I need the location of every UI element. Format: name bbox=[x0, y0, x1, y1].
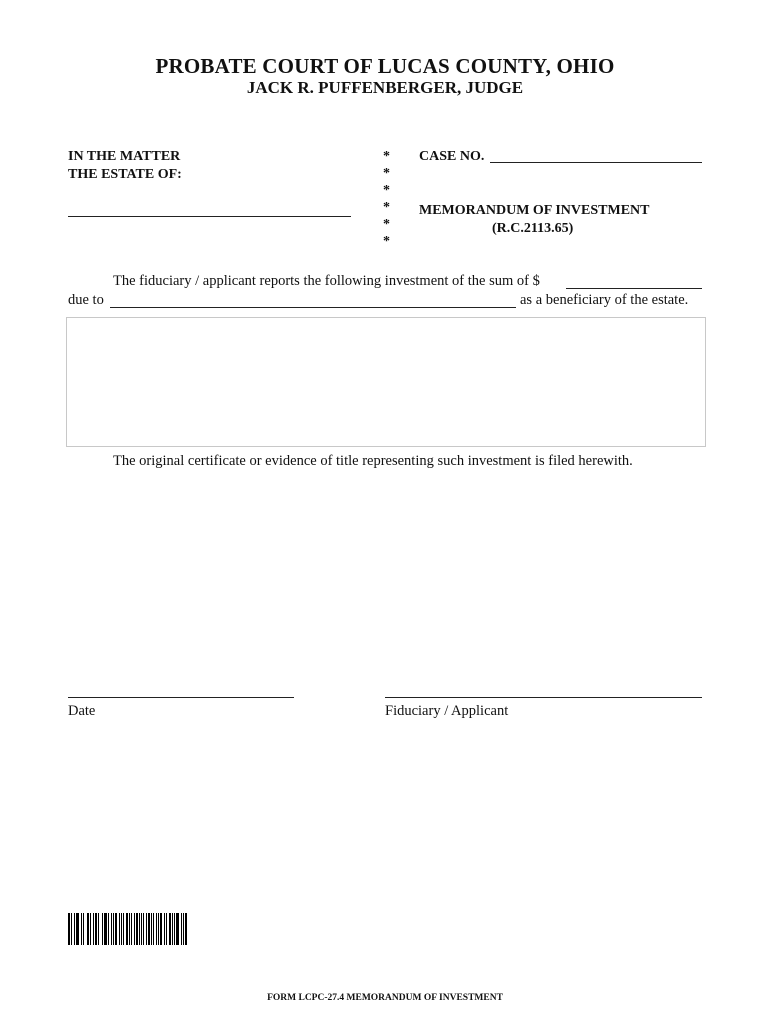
star: * bbox=[383, 217, 390, 232]
star-divider bbox=[383, 148, 390, 250]
star: * bbox=[383, 234, 390, 249]
case-no-label: CASE NO. bbox=[419, 149, 485, 164]
date-label: Date bbox=[68, 703, 96, 719]
matter-label-line2: THE ESTATE OF: bbox=[68, 167, 182, 182]
date-signature-line[interactable] bbox=[68, 697, 294, 698]
certificate-text: The original certificate or evidence of title representing such investment is filed herewith. bbox=[113, 453, 633, 469]
judge-title: JACK R. PUFFENBERGER, JUDGE bbox=[246, 78, 524, 97]
star: * bbox=[383, 149, 390, 164]
estate-name-field[interactable] bbox=[68, 198, 351, 217]
due-to-label: due to bbox=[68, 292, 104, 308]
beneficiary-text: as a beneficiary of the estate. bbox=[520, 292, 689, 308]
matter-label-line1: IN THE MATTER bbox=[68, 149, 181, 164]
case-no-field[interactable] bbox=[490, 147, 702, 163]
sum-field[interactable] bbox=[566, 273, 702, 289]
statute-reference: (R.C.2113.65) bbox=[492, 221, 574, 236]
investment-details-box[interactable] bbox=[66, 317, 706, 447]
court-title: PROBATE COURT OF LUCAS COUNTY, OHIO bbox=[155, 54, 615, 78]
memo-title: MEMORANDUM OF INVESTMENT bbox=[419, 203, 650, 218]
report-text: The fiduciary / applicant reports the following investment of the sum of $ bbox=[113, 273, 540, 289]
barcode bbox=[68, 913, 192, 945]
fiduciary-label: Fiduciary / Applicant bbox=[385, 703, 509, 719]
star: * bbox=[383, 183, 390, 198]
form-footer: FORM LCPC-27.4 MEMORANDUM OF INVESTMENT bbox=[267, 993, 503, 1003]
star: * bbox=[383, 200, 390, 215]
fiduciary-signature-line[interactable] bbox=[385, 697, 702, 698]
due-to-field[interactable] bbox=[110, 292, 516, 308]
star: * bbox=[383, 166, 390, 181]
